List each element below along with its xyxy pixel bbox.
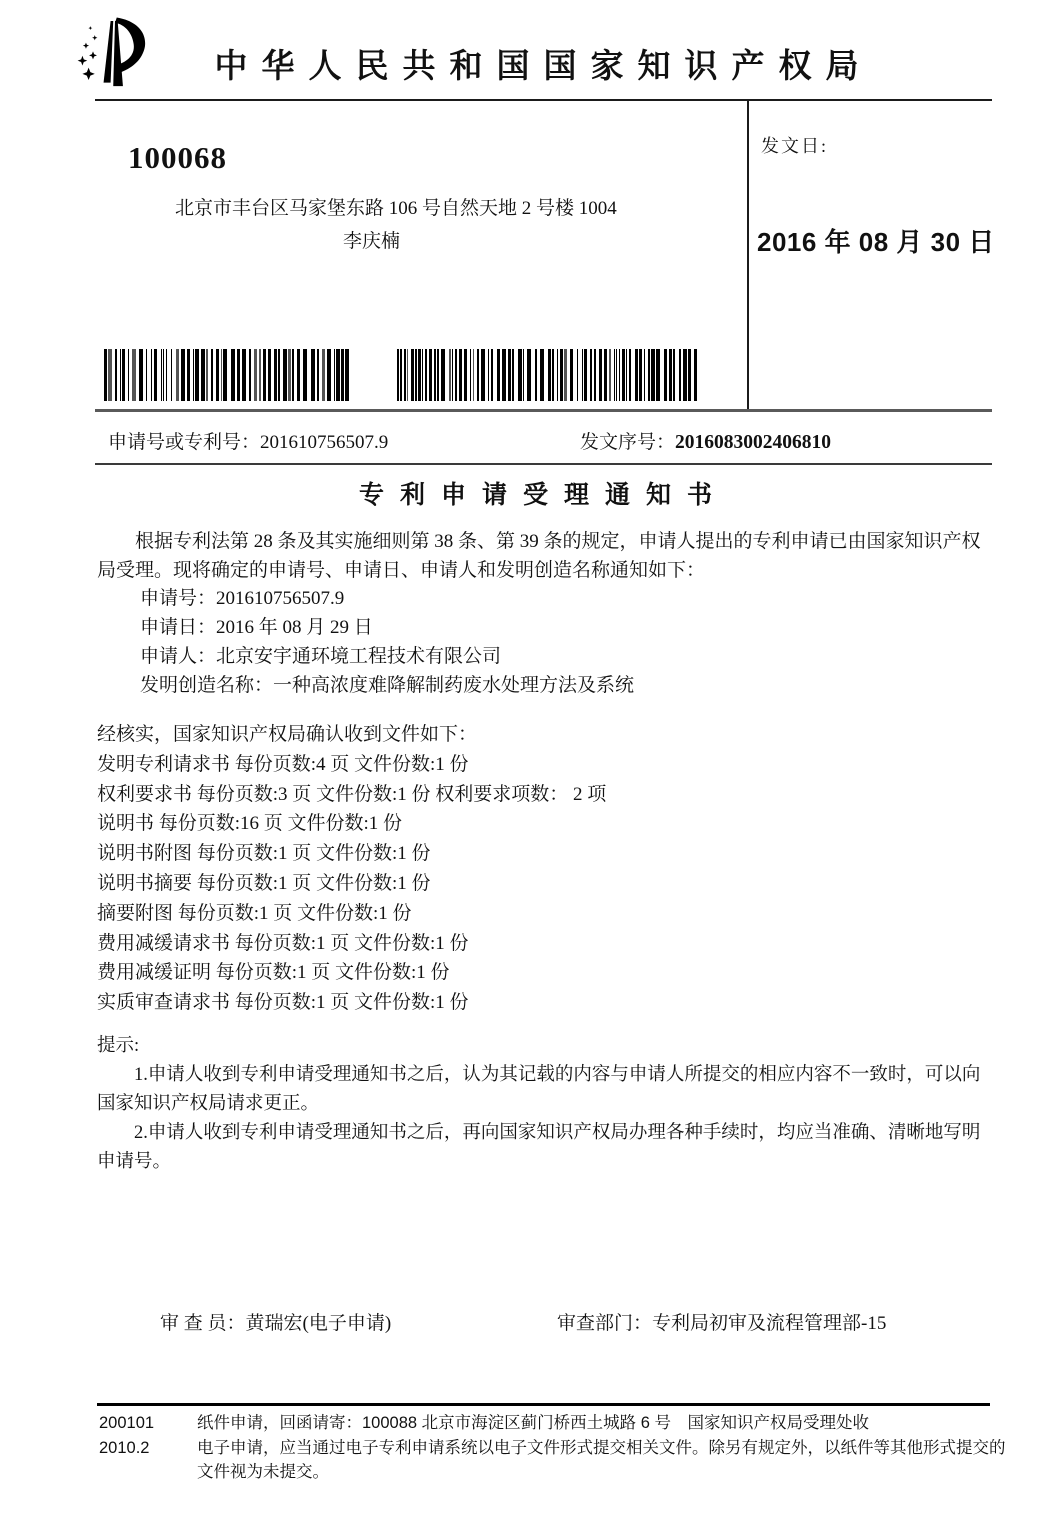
footer-form-code: 2010.2 xyxy=(99,1438,150,1457)
notes-heading: 提示: xyxy=(97,1036,140,1056)
footer-line: 文件视为未提交。 xyxy=(197,1463,329,1481)
date-box-divider xyxy=(747,100,749,412)
notes-section xyxy=(97,1032,994,1177)
footer-rule xyxy=(97,1403,990,1406)
application-number-label: 申请号或专利号： xyxy=(108,432,261,453)
document-item: 说明书 每份页数:16 页 文件份数:1 份 xyxy=(97,813,403,835)
serial-number-value: 2016083002406810 xyxy=(675,432,832,453)
application-number-line xyxy=(108,427,388,454)
note-item-1: 1.申请人收到专利申请受理通知书之后，认为其记载的内容与申请人所提交的相应内容不一致时，可以向国家知识产权局请求更正。 xyxy=(97,1065,981,1114)
barcode-left-icon xyxy=(104,349,351,401)
field-value: 一种高浓度难降解制药废水处理方法及系统 xyxy=(273,675,635,696)
notice-intro-paragraph: 根据专利法第 28 条及其实施细则第 38 条、第 39 条的规定，申请人提出的专利申请已由国家知识产权局受理。现将确定的申请号、申请日、申请人和发明创造名称通知如下： xyxy=(97,531,981,581)
examiner-name: 黄瑞宏(电子申请) xyxy=(245,1313,392,1334)
barcode-right-icon xyxy=(397,349,700,401)
documents-intro: 经核实，国家知识产权局确认收到文件如下： xyxy=(97,724,478,745)
footer-instructions xyxy=(197,1411,1007,1485)
field-application-date xyxy=(140,613,634,642)
serial-number-line xyxy=(580,427,831,454)
examiner-line xyxy=(160,1308,391,1335)
document-item: 费用减缓证明 每份页数:1 页 文件份数:1 份 xyxy=(97,962,450,984)
footer-form-code: 200101 xyxy=(99,1414,155,1432)
document-item: 权利要求书 每份页数:3 页 文件份数:1 份 权利要求项数： 2 项 xyxy=(97,783,607,805)
field-label: 申请号： xyxy=(140,588,217,609)
section-rule-upper xyxy=(95,409,992,412)
document-item: 摘要附图 每份页数:1 页 文件份数:1 份 xyxy=(97,902,412,924)
examiner-label: 审 查 员： xyxy=(160,1313,246,1334)
field-value: 2016 年 08 月 29 日 xyxy=(216,617,373,638)
footer-line: 电子申请，应当通过电子专利申请系统以电子文件形式提交相关文件。除另有规定外，以纸件等其他形式提交的 xyxy=(197,1438,1006,1457)
field-label: 发明创造名称： xyxy=(140,675,274,696)
application-fields xyxy=(140,584,634,700)
received-documents-list xyxy=(97,720,606,1018)
field-label: 申请人： xyxy=(140,646,217,667)
field-value: 201610756507.9 xyxy=(216,588,345,609)
document-item: 实质审查请求书 每份页数:1 页 文件份数:1 份 xyxy=(97,992,469,1014)
footer-line: 纸件申请，回函请寄：100088 北京市海淀区蓟门桥西土城路 6 号 国家知识产权局受理处收 xyxy=(197,1414,869,1432)
issue-date-label: 发文日: xyxy=(761,136,829,156)
field-invention-title xyxy=(140,671,634,700)
department-label: 审查部门： xyxy=(557,1313,653,1334)
document-item: 说明书附图 每份页数:1 页 文件份数:1 份 xyxy=(97,843,431,865)
section-rule-lower xyxy=(95,463,992,465)
postal-code: 100068 xyxy=(128,140,227,175)
footer-form-codes xyxy=(99,1411,154,1460)
recipient-address: 北京市丰台区马家堡东路 106 号自然天地 2 号楼 1004 xyxy=(175,198,617,219)
document-item: 费用减缓请求书 每份页数:1 页 文件份数:1 份 xyxy=(97,932,469,954)
document-item: 发明专利请求书 每份页数:4 页 文件份数:1 份 xyxy=(97,753,469,775)
department-name: 专利局初审及流程管理部-15 xyxy=(652,1313,887,1334)
department-line xyxy=(557,1308,886,1335)
note-item-2: 2.申请人收到专利申请受理通知书之后，再向国家知识产权局办理各种手续时，均应当准确、清晰地写明申请号。 xyxy=(97,1123,981,1172)
header-rule xyxy=(95,99,992,101)
serial-number-label: 发文序号： xyxy=(580,432,676,453)
field-label: 申请日： xyxy=(140,617,217,638)
recipient-name: 李庆楠 xyxy=(343,231,401,252)
agency-title: 中华人民共和国国家知识产权局 xyxy=(214,49,873,85)
application-number-value: 201610756507.9 xyxy=(260,432,389,453)
field-value: 北京安宇通环境工程技术有限公司 xyxy=(216,646,502,667)
document-item: 说明书摘要 每份页数:1 页 文件份数:1 份 xyxy=(97,872,431,894)
field-application-number xyxy=(140,584,634,613)
issue-date-value: 2016 年 08 月 30 日 xyxy=(757,227,995,257)
field-applicant xyxy=(140,642,634,671)
notice-title: 专利申请受理通知书 xyxy=(358,481,728,509)
